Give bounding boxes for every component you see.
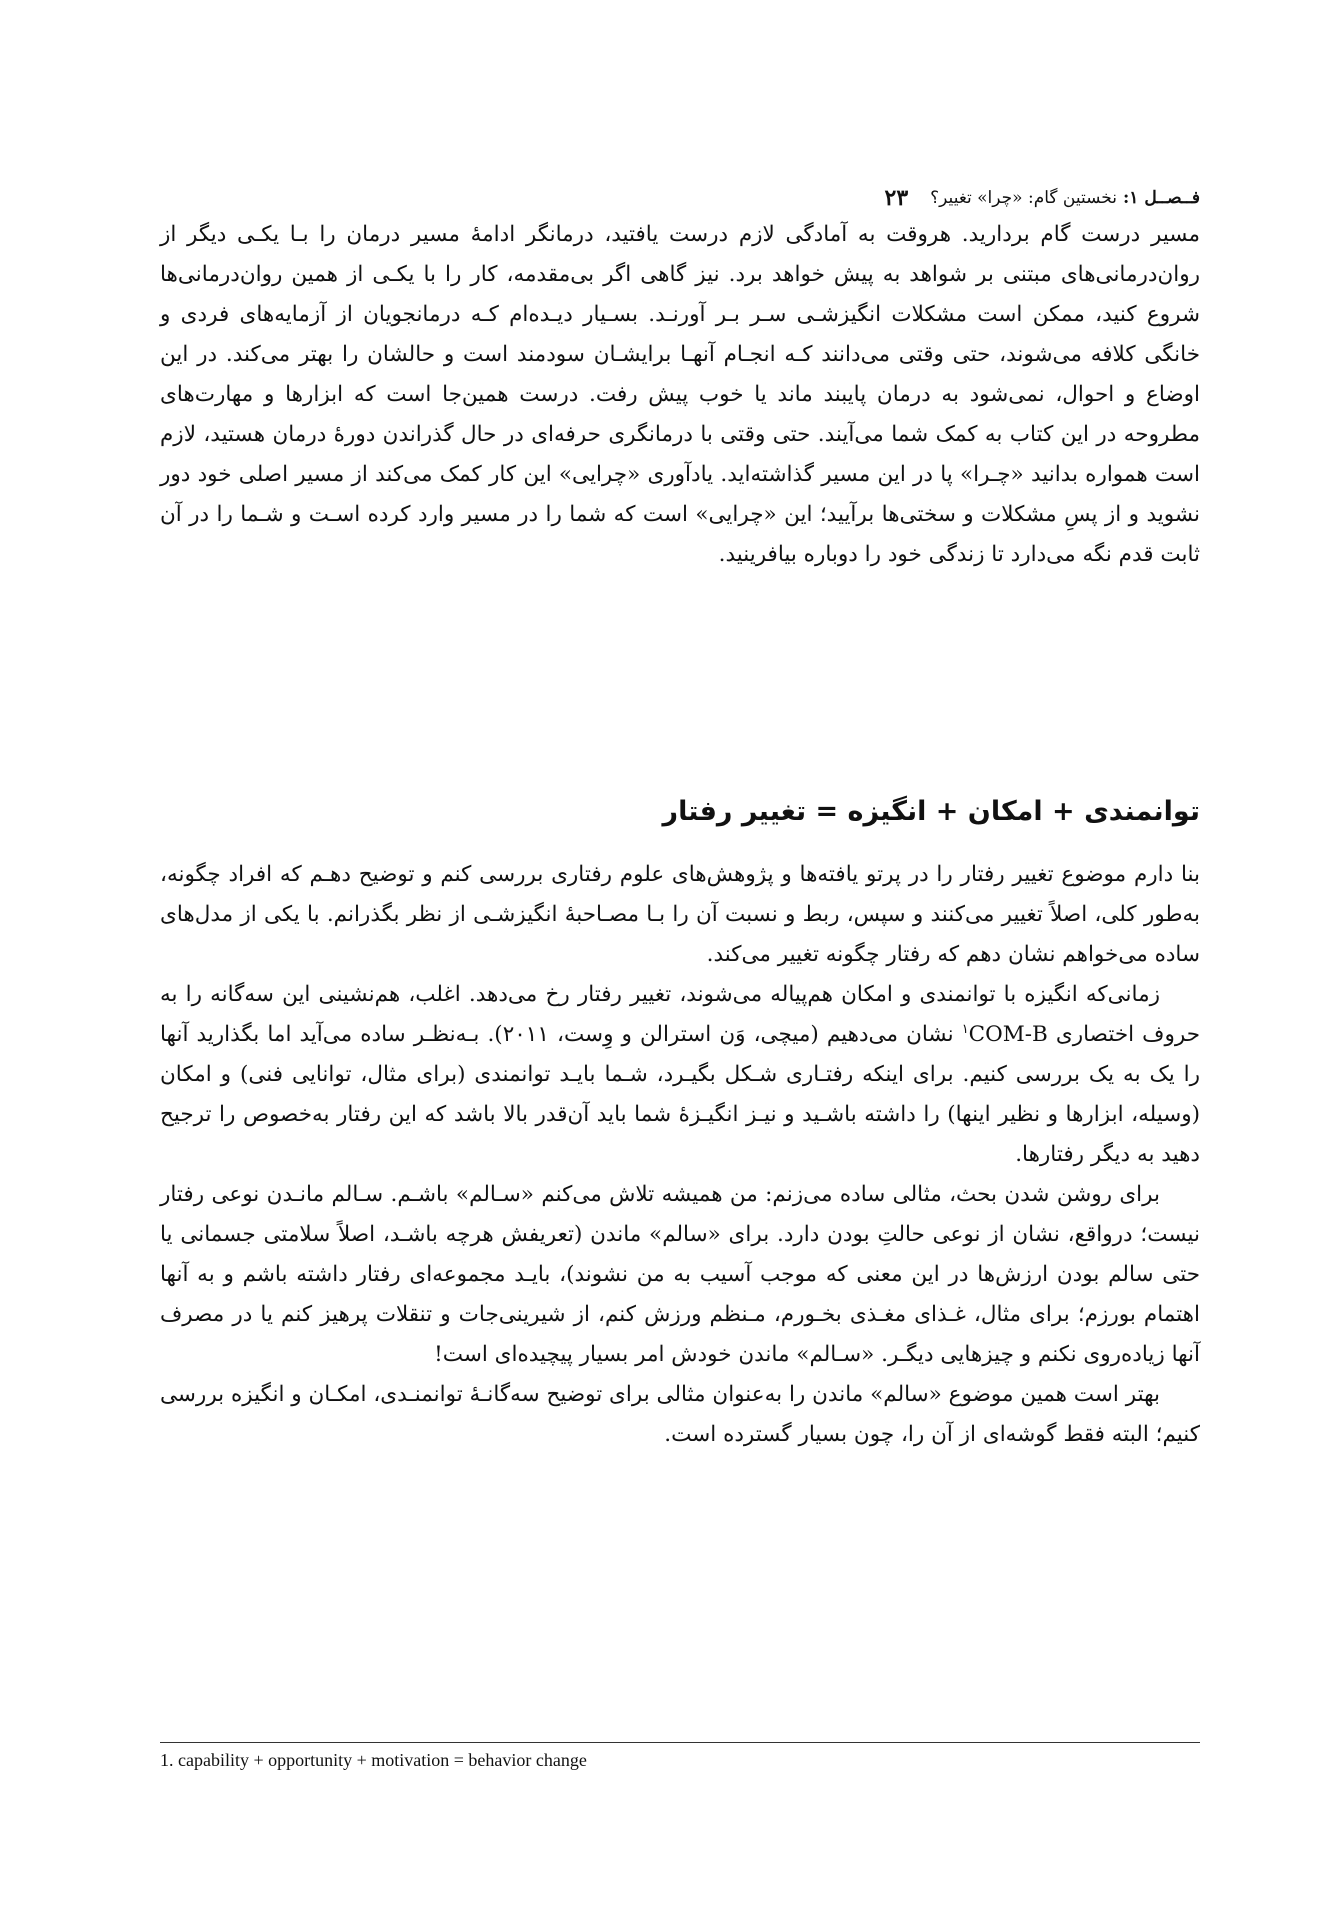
running-header [160,180,1200,216]
section-paragraph-3: برای روشن شدن بحث، مثالی ساده می‌زنم: من همیشه تلاش می‌کنم «سـالم» باشـم. سـالم مانـدن نوعی رفتار نیست؛ درواقع، نشان از نوعی حالتِ بودن دارد. برای «سالم» ماندن (تعریفش هرچه باشـد، اصلاً سلامتی جسمانی یا حتی سالم بودن ارزش‌ها در این معنی که موجب آسیب به من نشوند)، بایـد مجموعه‌ای رفتار داشته باشم و به آنها اهتمام بورزم؛ برای مثال، غـذای مغـذی بخـورم، مـنظم ورزش کنم، از شیرینی‌جات و تنقلات پرهیز کنم یا در مصرف آنها زیاده‌روی نکنم و چیزهایی دیگـر. «سـالم» ماندن خودش امر بسیار پیچیده‌ای است! [160,1182,1200,1367]
section-heading: توانمندی + امکان + انگیزه = تغییر رفتار [662,796,1200,827]
section-paragraph-1: بنا دارم موضوع تغییر رفتار را در پرتو یافته‌ها و پژوهش‌های علوم رفتاری بررسی کنم و توضیح دهـم که افراد چگونه، به‌طور کلی، اصلاً تغییر می‌کنند و سپس، ربط و نسبت آن را بـا مصـاحبۀ انگیزشـی از نظر بگذرانم. با یکی از مدل‌های ساده می‌خواهم نشان دهم که رفتار چگونه تغییر می‌کند. [160,862,1200,967]
chapter-label: فــصــل ۱: [1122,188,1200,208]
chapter-title: نخستین گام: «چرا» تغییر؟ [930,188,1117,208]
paragraph-2-text-before: زمانی‌که انگیزه با توانمندی و امکان هم‌پیاله می‌شوند، تغییر رفتار رخ می‌دهد. اغلب، هم‌نشینی این سه‌گانه را به حروف اختصاری [160,982,1200,1047]
section-paragraph-4: بهتر است همین موضوع «سالم» ماندن را به‌عنوان مثالی برای توضیح سه‌گانـۀ توانمنـدی، امکـان و انگیزه بررسی کنیم؛ البته فقط گوشه‌ای از آن را، چون بسیار گسترده است. [160,1382,1200,1447]
com-b-acronym: COM-B [968,1022,1048,1047]
page-number: ۲۳ [884,185,909,211]
section-paragraph-2 [160,975,1200,1175]
paragraph-2-text-after: نشان می‌دهیم (میچی، وَن استرالن و وِست، ۲۰۱۱). بـه‌نظـر ساده می‌آید اما بگذارید آنها را یک به یک بررسی کنیم. برای اینکه رفتـاری شـکل بگیـرد، شـما بایـد توانمندی (برای مثال، توانایی فنی) و امکان (وسیله، ابزارها و نظیر اینها) را داشته باشـید و نیـز انگیـزۀ شما باید آن‌قدر بالا باشد که این رفتار به‌خصوص را ترجیح دهید به دیگر رفتارها. [160,1022,1200,1167]
intro-paragraph: مسیر درست گام بردارید. هروقت به آمادگی لازم درست یافتید، درمانگر ادامۀ مسیر درمان را بـا یکـی دیگر از روان‌درمانی‌های مبتنی بر شواهد به پیش خواهد برد. نیز گاهی اگر بی‌مقدمه، کار را با یکـی از همین روان‌درمانی‌ها شروع کنید، ممکن است مشکلات انگیزشـی سـر بـر آورنـد. بسـیار دیـده‌ام کـه درمانجویان از آزمایه‌های فردی و خانگی کلافه می‌شوند، حتی وقتی می‌دانند کـه انجـام آنهـا برایشـان سودمند است و حالشان را بهتر می‌کند. در این اوضاع و احوال، نمی‌شود به درمان پایبند ماند یا خوب پیش رفت. درست همین‌جا است که ابزارها و مهارت‌های مطروحه در این کتاب به کمک شما می‌آیند. حتی وقتی با درمانگری حرفه‌ای در حال گذراندن دورۀ درمان هستید، لازم است همواره بدانید «چـرا» پا در این مسیر گذاشته‌اید. یادآوری «چرایی» این کار کمک می‌کند از مسیر اصلی خود دور نشوید و از پسِ مشکلات و سختی‌ها برآیید؛ این «چرایی» است که شما را در مسیر وارد کرده اسـت و شـما را در آن ثابت قدم نگه می‌دارد تا زندگی خود را دوباره بیافرینید. [160,222,1200,567]
intro-paragraph-block [160,215,1200,575]
section-body [160,855,1200,1455]
footnote-divider [160,1742,1200,1743]
footnote-marker[interactable]: ۱ [961,1021,969,1037]
footnote: 1. capability + opportunity + motivation = behavior change [160,1750,587,1770]
